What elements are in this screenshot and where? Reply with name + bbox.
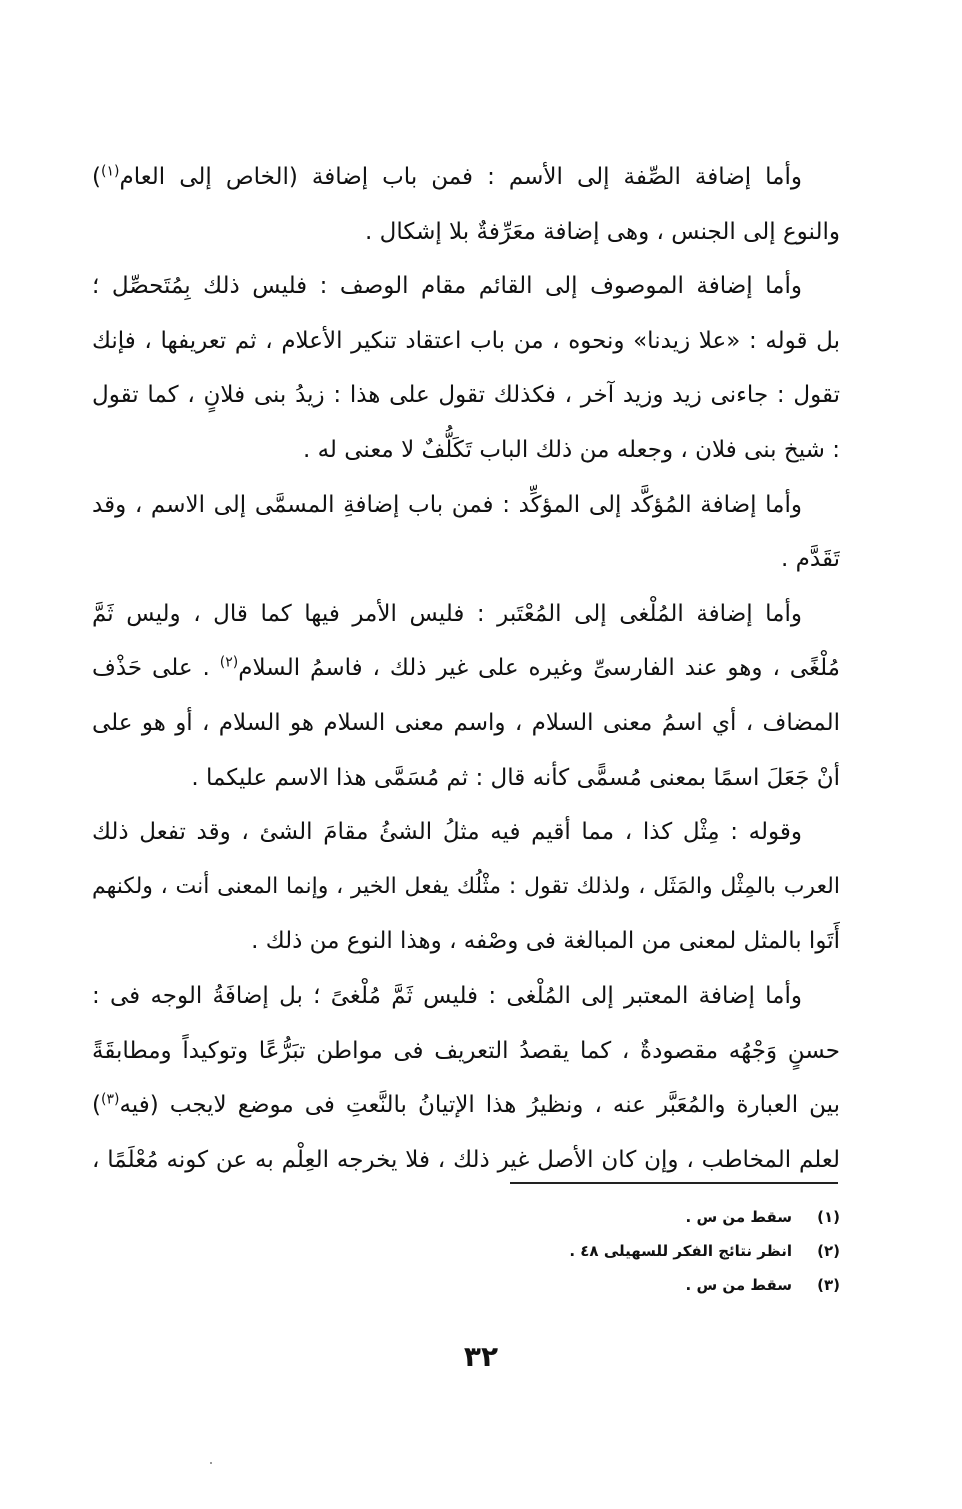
text-line-content: المضاف ، أي اسمُ معنى السلام ، واسم معنى السلام هو السلام ، أو هو على	[92, 709, 840, 736]
text-line	[92, 478, 840, 533]
text-line	[92, 751, 840, 806]
main-text	[92, 150, 840, 1187]
text-line-content: تَقَدَّم .	[781, 546, 840, 573]
text-line	[92, 423, 840, 478]
text-line	[92, 914, 840, 969]
text-line-content: أَتَوا بالمثل لمعنى من المبالغة فى وصْفه ، وهذا النوع من ذلك .	[251, 928, 840, 955]
text-line-content: وقوله : مِثْل كذا ، مما أقيم فيه مثلُ الشئُ مقامَ الشئ ، وقد تفعل ذلك	[92, 819, 802, 846]
text-line	[92, 314, 840, 369]
text-line-content: مُلْغًى ، وهو عند الفارسىِّ وغيره على غير ذلك ، فاسمُ السلام	[238, 655, 840, 682]
text-line-content: وأما إضافة المُلْغى إلى المُعْتَبر : فليس الأمر فيها كما قال ، وليس ثَمَّ	[92, 600, 802, 627]
footnote	[300, 1234, 840, 1268]
text-line	[92, 587, 840, 642]
scan-speck	[210, 1462, 212, 1464]
text-line-content: حسنٍ وَجْهُه مقصودةٌ ، كما يقصدُ التعريف فى مواطن تبَرُّعًا وتوكيداً ومطابقَةً	[92, 1037, 840, 1064]
text-line-tail: . على حَذْف	[92, 655, 220, 682]
footnote-number: (٢)	[817, 1242, 840, 1260]
footnote-text: سقط من س .	[685, 1208, 792, 1226]
text-line	[92, 969, 840, 1024]
text-line-content: والنوع إلى الجنس ، وهى إضافة معَرِّفةٌ بلا إشكال .	[365, 218, 840, 245]
text-line-content: تقول : جاءنى زيد وزيد آخر ، فكذلك تقول على هذا : زيدُ بنى فلانٍ ، كما تقول	[92, 382, 840, 409]
text-line	[92, 860, 840, 915]
footnote-separator	[510, 1182, 838, 1184]
footnote-text: انظر نتائج الفكر للسهيلى ٤٨ .	[569, 1242, 792, 1260]
text-line	[92, 150, 840, 205]
text-line	[92, 641, 840, 696]
text-line	[92, 696, 840, 751]
text-line	[92, 805, 840, 860]
text-line	[92, 1133, 840, 1188]
text-line-content: بين العبارة والمُعَبَّر عنه ، ونظيرُ هذا الإتيانُ بالنَّعتِ فى موضع لايجب (فيه	[119, 1092, 840, 1119]
text-line-content: العرب بالمِثْل والمَثَل ، ولذلك تقول : مثْلُك يفعل الخير ، وإنما المعنى أنت ، ولكنهم	[92, 873, 840, 899]
footnote	[300, 1200, 840, 1234]
footnote-marker: (٢)	[219, 654, 239, 671]
text-line-content: وأما إضافة الصِّفة إلى الأسم : فمن باب إضافة (الخاص إلى العام	[119, 164, 802, 190]
text-line-content: : شيخ بنى فلان ، وجعله من ذلك الباب تَكَلُّفٌ لا معنى له .	[302, 436, 840, 463]
text-line	[92, 1078, 840, 1133]
text-line-content: وأما إضافة المعتبر إلى المُلْغى : فليس ثَمَّ مُلْغىً ؛ بل إضافَةُ الوجه فى :	[92, 982, 802, 1009]
text-line	[92, 205, 840, 260]
footnote-text: سقط من س .	[685, 1276, 792, 1294]
text-line-content: لعلم المخاطب ، وإن كان الأصل غير ذلك ، فلا يخرجه العِلْم به عن كونه مُعْلَمًا ،	[92, 1146, 840, 1173]
page-number: ٣٢	[463, 1340, 499, 1373]
footnote-marker: (٣)	[100, 1091, 120, 1108]
text-line-content: وأما إضافة المُؤكَّد إلى المؤكِّد : فمن باب إضافةِ المسمَّى إلى الاسم ، وقد	[92, 491, 802, 518]
text-line	[92, 368, 840, 423]
text-line-content: بل قوله : «علا زيدنا» ونحوه ، من باب اعتقاد تنكير الأعلام ، ثم تعريفها ، فإنك	[92, 327, 840, 354]
text-line-tail: )	[92, 164, 101, 190]
footnotes	[300, 1200, 840, 1302]
text-line-tail: )	[92, 1092, 101, 1119]
text-line	[92, 532, 840, 587]
text-line-content: أنْ جَعَلَ اسمًا بمعنى مُسمًّى كأنه قال : ثم مُسَمَّى هذا الاسم عليكما .	[191, 764, 840, 791]
text-line	[92, 259, 840, 314]
text-line-content: وأما إضافة الموصوف إلى القائم مقام الوصف : فليس ذلك بِمُتَحصِّل ؛	[92, 273, 802, 300]
footnote	[300, 1268, 840, 1302]
footnote-marker: (١)	[100, 163, 120, 180]
footnote-number: (١)	[817, 1208, 840, 1226]
text-line	[92, 1024, 840, 1079]
footnote-number: (٣)	[817, 1276, 840, 1294]
